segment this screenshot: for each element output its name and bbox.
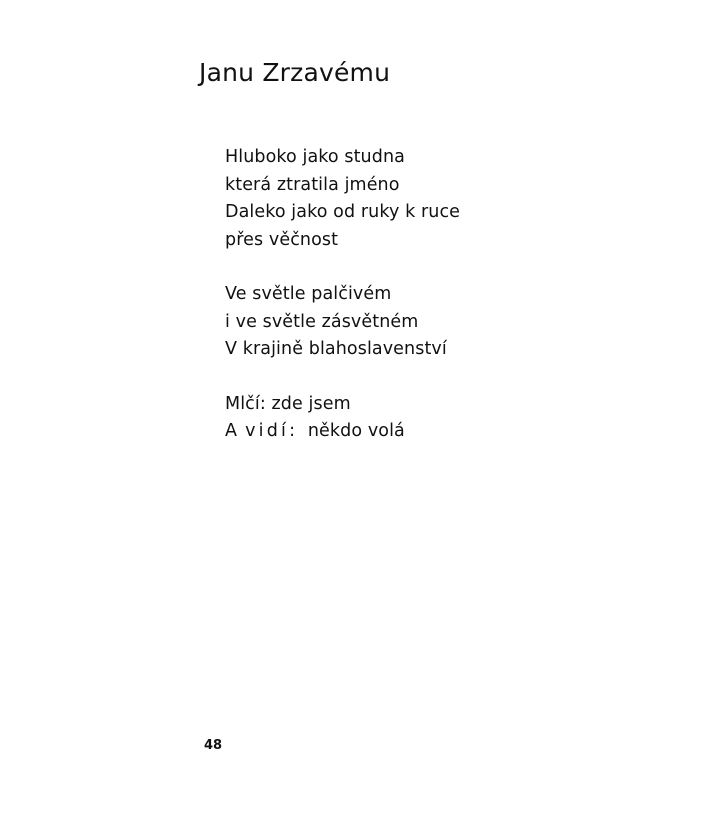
poem-title: Janu Zrzavému: [199, 58, 391, 87]
stanza-1: [225, 144, 460, 254]
poem-line: V krajině blahoslavenství: [225, 339, 447, 359]
poem-line: Daleko jako od ruky k ruce: [225, 202, 461, 222]
stanza-3: [225, 391, 460, 446]
last-line-end: někdo volá: [307, 421, 405, 441]
poem-line: i ve světle zásvětném: [225, 311, 419, 332]
last-line-spaced-word: vidí:: [245, 421, 299, 441]
poem-line: Mlčí: zde jsem: [225, 393, 351, 414]
last-line-start: A: [225, 421, 238, 441]
poem-line: Ve světle palčivém: [225, 284, 392, 304]
stanza-2: [225, 281, 460, 364]
poem-line: která ztratila jméno: [225, 174, 400, 195]
page-number: 48: [204, 738, 223, 753]
poem-line-last: [225, 418, 460, 446]
poem-line: Hluboko jako studna: [225, 147, 405, 167]
poem-body: [225, 144, 460, 473]
poem-line: přes věčnost: [225, 229, 339, 250]
